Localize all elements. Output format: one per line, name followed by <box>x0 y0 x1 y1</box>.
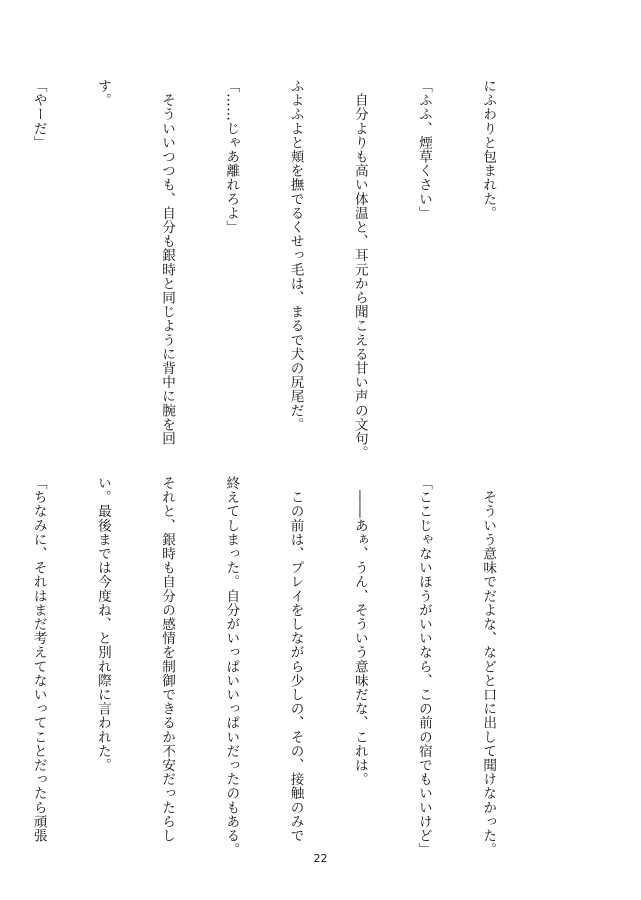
text-line: 「ここじゃないほうがいいなら、この前の宿でもいいけど」 <box>415 476 432 857</box>
text-line: ――あぁ、うん、そういう意味だな、これは。 <box>351 476 368 787</box>
lower-text-block <box>30 476 541 857</box>
page-number: 22 <box>313 852 328 865</box>
text-line: そういいつつも、自分も銀時と同じように背中に腕を回 <box>159 79 176 446</box>
text-line: 「……じゃあ離れろよ」 <box>223 79 240 235</box>
text-line: 「ちなみに、それはまだ考えてないってことだったら頑張 <box>30 476 47 843</box>
text-line: それと、銀時も自分の感情を制御できるか不安だったらし <box>159 476 176 843</box>
text-line: い。最後までは今度ね、と別れ際に言われた。 <box>94 476 111 773</box>
text-line: 終えてしまった。自分がいっぱいいっぱいだったのもある。 <box>223 476 240 857</box>
upper-text-block <box>30 79 541 462</box>
text-line: 「ふふ、煙草くさい」 <box>415 79 432 220</box>
text-line: この前は、プレイをしながら少しの、その、接触のみで <box>287 476 304 843</box>
text-line: す。 <box>94 79 111 108</box>
text-line: ふよふよと頬を撫でるくせっ毛は、まるで犬の尻尾だ。 <box>287 79 304 432</box>
text-line: にふわりと包まれた。 <box>480 79 497 220</box>
text-line: 自分よりも高い体温と、耳元から聞こえる甘い声の文句。 <box>351 79 368 460</box>
text-line: 「やーだ」 <box>30 79 47 150</box>
text-line: そういう意味でだよな、などと口に出して聞けなかった。 <box>480 476 497 857</box>
